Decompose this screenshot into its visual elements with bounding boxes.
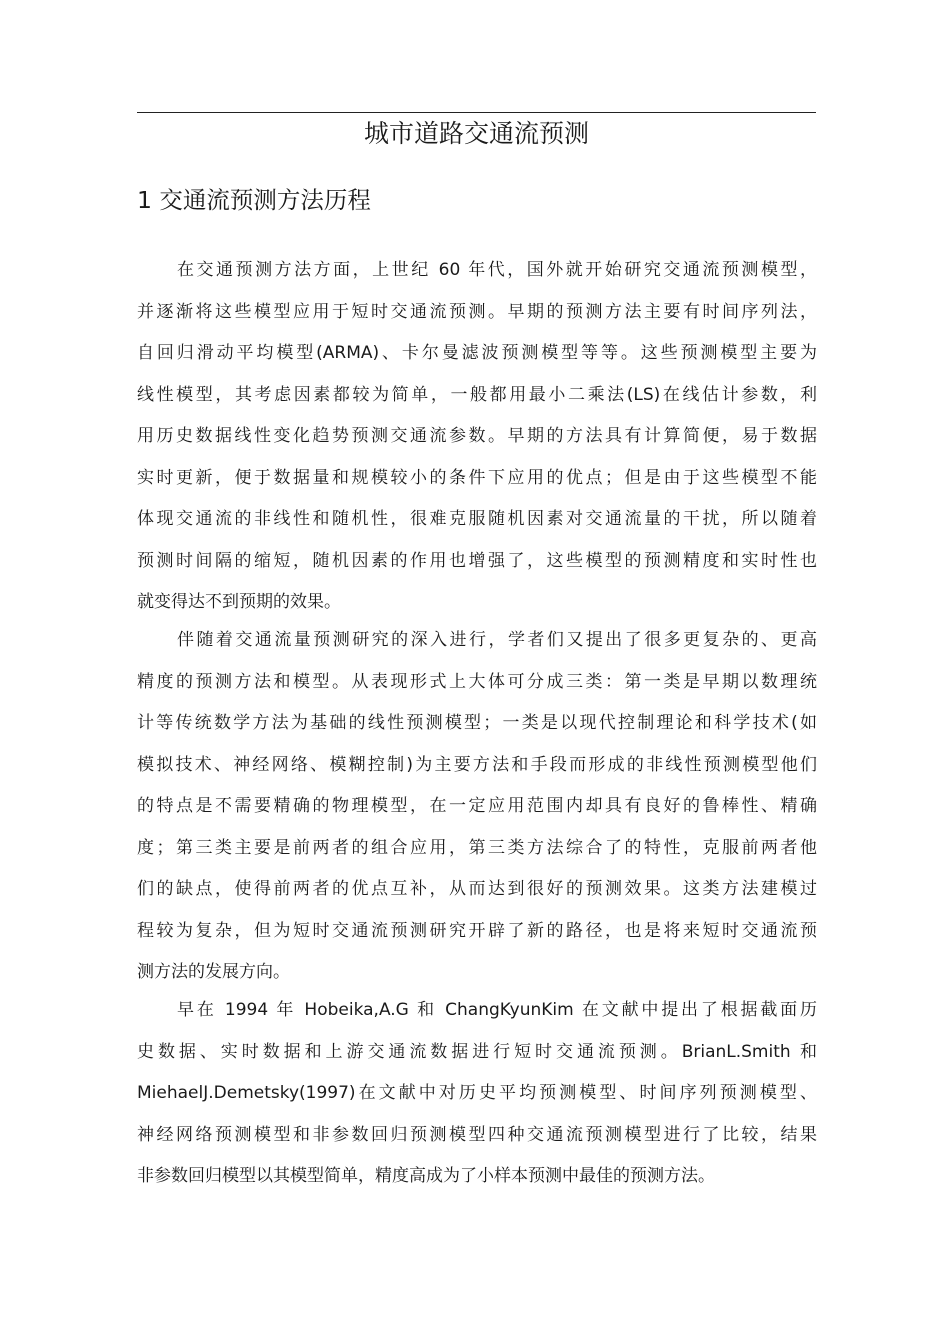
- paragraph-line: 就变得达不到预期的效果。: [137, 592, 341, 612]
- section-heading: 1 交通流预测方法历程: [137, 186, 371, 214]
- paragraph-line: 早在 1994 年 Hobeika,A.G 和 ChangKyunKim 在文献中提出了根据截面历: [177, 1000, 817, 1020]
- paragraph-line: 程较为复杂，但为短时交通流预测研究开辟了新的路径，也是将来短时交通流预: [137, 920, 817, 941]
- paragraph-line: 自回归滑动平均模型(ARMA)、卡尔曼滤波预测模型等等。这些预测模型主要为: [137, 343, 817, 363]
- paragraph-line: 伴随着交通流量预测研究的深入进行，学者们又提出了很多更复杂的、更高: [177, 630, 817, 650]
- paragraph-line: 线性模型，其考虑因素都较为简单，一般都用最小二乘法(LS)在线估计参数，利: [137, 384, 817, 405]
- paragraph-line: 体现交通流的非线性和随机性，很难克服随机因素对交通流量的干扰，所以随着: [137, 509, 817, 529]
- paragraph-line: 精度的预测方法和模型。从表现形式上大体可分成三类：第一类是早期以数理统: [137, 671, 817, 692]
- paragraph-line: 模拟技术、神经网络、模糊控制)为主要方法和手段而形成的非线性预测模型他们: [137, 754, 817, 775]
- paragraph-line: 的特点是不需要精确的物理模型，在一定应用范围内却具有良好的鲁棒性、精确: [137, 796, 817, 816]
- paragraph-line: 预测时间隔的缩短，随机因素的作用也增强了，这些模型的预测精度和实时性也: [137, 550, 817, 571]
- paragraph-line: 计等传统数学方法为基础的线性预测模型；一类是以现代控制理论和科学技术(如: [137, 713, 817, 733]
- paragraph-line: 度；第三类主要是前两者的组合应用，第三类方法综合了的特性，克服前两者他: [137, 837, 817, 858]
- paragraph-line: 并逐渐将这些模型应用于短时交通流预测。早期的预测方法主要有时间序列法，: [137, 301, 817, 322]
- header-rule: [137, 112, 816, 113]
- paragraph-line: 实时更新，便于数据量和规模较小的条件下应用的优点；但是由于这些模型不能: [137, 467, 817, 488]
- paragraph-line: 们的缺点，使得前两者的优点互补，从而达到很好的预测效果。这类方法建模过: [137, 879, 817, 899]
- paragraph-line: 用历史数据线性变化趋势预测交通流参数。早期的方法具有计算简便，易于数据: [137, 426, 817, 446]
- paragraph-line: 史数据、实时数据和上游交通流数据进行短时交通流预测。BrianL.Smith 和: [137, 1041, 817, 1062]
- paragraph-line: 在交通预测方法方面，上世纪 60 年代，国外就开始研究交通流预测模型，: [177, 260, 817, 280]
- paragraph-line: MiehaelJ.Demetsky(1997)在文献中对历史平均预测模型、时间序列预测模型、: [137, 1083, 817, 1103]
- paragraph-line: 神经网络预测模型和非参数回归预测模型四种交通流预测模型进行了比较，结果: [137, 1124, 817, 1145]
- paragraph-line: 非参数回归模型以其模型简单，精度高成为了小样本预测中最佳的预测方法。: [137, 1166, 715, 1186]
- page-title: 城市道路交通流预测: [363, 119, 589, 148]
- paragraph-line: 测方法的发展方向。: [137, 962, 290, 982]
